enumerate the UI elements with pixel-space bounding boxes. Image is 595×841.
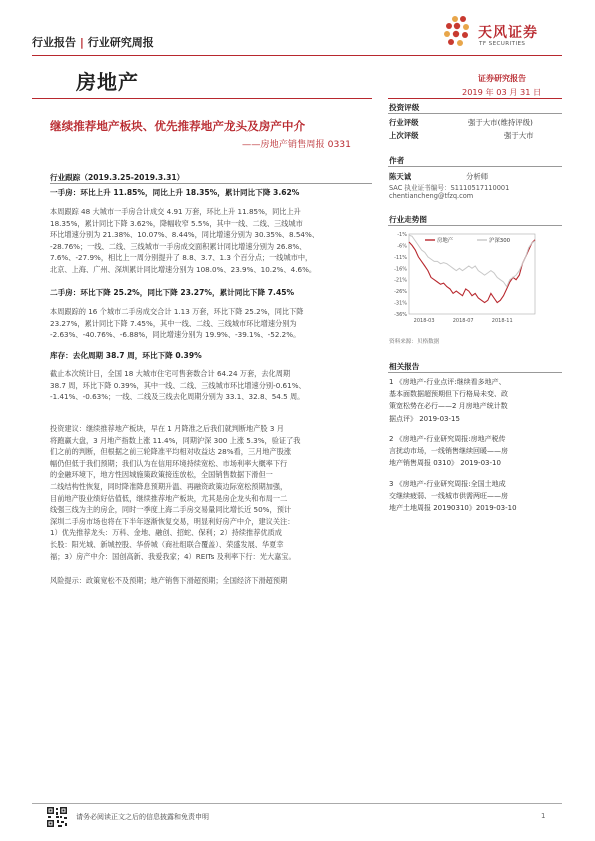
chart-frame <box>409 234 535 314</box>
footer-divider <box>32 803 562 804</box>
author-title: 作者 <box>389 156 405 165</box>
rating-title: 投资评级 <box>389 103 420 112</box>
footer-disclaimer: 请务必阅读正文之后的信息披露和免责申明 <box>76 813 209 821</box>
author-role: 分析师 <box>466 172 489 181</box>
related-report-1[interactable]: 1 《房地产-行业点评:继续看多地产、 基本面数据超预期但下行格局未变、政 策宽松势在必行——2 月房地产统计数 据点评》 2019-03-15 <box>389 378 508 423</box>
y-tick-label: -21% <box>394 277 407 284</box>
y-tick-label: -11% <box>394 254 407 261</box>
y-tick-label: -1% <box>397 232 407 238</box>
report-title: 继续推荐地产板块、优先推荐地产龙头及房产中介 <box>50 119 306 133</box>
author-email: chentiancheng@tfzq.com <box>389 192 474 200</box>
tracking-title: 行业跟踪（2019.3.25-2019.3.31） <box>50 173 185 182</box>
prev-rating-value: 强于大市 <box>504 131 534 140</box>
series-line-property <box>409 240 535 303</box>
report-subtitle: ——房地产销售周报 0331 <box>242 139 351 150</box>
logo-text-en: TF SECURITIES <box>479 41 526 47</box>
section-resale-heading: 二手房：环比下降 25.2%，同比下降 23.27%，累计同比下降 7.45% <box>50 288 295 297</box>
related-title: 相关报告 <box>389 362 420 371</box>
section-inventory-heading: 库存：去化周期 38.7 周，环比下降 0.39% <box>50 351 202 360</box>
industry-rating-value: 强于大市(维持评级) <box>468 118 533 127</box>
author-divider <box>388 166 562 167</box>
page-number: 1 <box>541 812 546 820</box>
author-name: 陈天诚 <box>389 172 412 181</box>
logo-icon <box>441 14 475 50</box>
report-date: 2019 年 03 月 31 日 <box>462 87 542 97</box>
y-tick-label: -31% <box>394 300 407 307</box>
header-category: 行业报告 | 行业研究周报 <box>32 36 154 49</box>
risk-warning-text: 风险提示：政策宽松不及预期；地产销售下滑超预期；全国经济下滑超预期 <box>50 576 288 585</box>
rating-divider <box>388 113 562 114</box>
section-new-homes-heading: 一手房：环比上升 11.85%，同比上升 18.35%，累计同比下降 3.62% <box>50 188 300 197</box>
qr-code-icon <box>46 806 68 828</box>
trend-source: 资料来源：贝格数据 <box>389 339 440 345</box>
y-tick-label: -6% <box>397 243 407 250</box>
date-underline <box>388 98 562 99</box>
logo-text-cn: 天风证券 <box>478 25 538 41</box>
header-divider <box>32 55 562 56</box>
sector-title: 房地产 <box>76 70 139 94</box>
y-tick-label: -36% <box>394 312 407 318</box>
y-tick-label: -16% <box>394 266 407 273</box>
related-report-2[interactable]: 2 《房地产-行业研究周报:房地产税传 言扰动市场，一线销售继续回暖——房 地产销售周报 0310》 2019-03-10 <box>389 435 508 468</box>
trend-divider <box>388 225 562 226</box>
y-tick-label: -26% <box>394 289 407 296</box>
sector-underline <box>32 98 372 99</box>
x-tick-label: 2018-03 <box>413 318 435 324</box>
legend-label: 房地产 <box>437 238 454 244</box>
x-tick-label: 2018-07 <box>452 318 474 324</box>
legend-label: 沪深300 <box>489 238 511 244</box>
trend-title: 行业走势图 <box>389 215 427 224</box>
trend-chart <box>389 230 539 330</box>
author-cert: SAC 执业证书编号：S1110517110001 <box>389 184 510 192</box>
prev-rating-label: 上次评级 <box>389 131 419 140</box>
tracking-divider <box>50 183 372 184</box>
section-inventory-text: 截止本次统计日，全国 18 大城市住宅可售套数合计 64.24 万套，去化周期 38.7 周，环比下降 0.39%，其中一线、二线、三线城市环比增速分别-0.61%、 -1.41%、-0.63%；一线、二线及三线去化周期分别为 33.1、32.8、54.5 周。 <box>50 369 306 402</box>
industry-rating-label: 行业评级 <box>389 118 419 127</box>
x-tick-label: 2018-11 <box>491 318 513 324</box>
related-divider <box>388 372 562 373</box>
section-resale-text: 本周跟踪的 16 个城市二手房成交合计 1.13 万套，环比下降 25.2%，同比下降 23.27%，累计同比下降 7.45%，其中一线、二线、三线城市环比增速分别为 -2.63%、-40.76%、-6.88%，同比增速分别为 19.9%、-39.1%、-52.2%。 <box>50 307 304 340</box>
section-new-homes-text: 本周跟踪 48 大城市一手房合计成交 4.91 万套，环比上升 11.85%，同比上升 18.35%，累计同比下降 3.62%，降幅收窄 5.5%，其中一线、二线、三线城市 环比增速分别为 21.38%、10.07%、8.44%，同比增速分别为 30.35%、8.54%、 -28.76%；一线、二线、三线城市一手房成交面积累计同比增速分别为 26.8%、 7.6%、-27.9%，相比上一周分别提升了 8.8、3.7、1.3 个百分点；一线城市中， 北京、上海、广州、深圳累计同比增速分别为 108.0%、23.9%、10.2%、4.6%。 <box>50 207 320 274</box>
report-type: 证券研究报告 <box>478 74 526 83</box>
related-report-3[interactable]: 3 《房地产-行业研究周报:全国土地成 交继续疲弱、一线城市供需两旺——房 地产土地周报 20190310》2019-03-10 <box>389 480 517 513</box>
investment-advice-text: 投资建议：继续推荐地产板块，早在 1 月降准之后我们就判断地产股 3 月 将跑赢大盘，3 月地产指数上涨 11.4%，同期沪深 300 上涨 5.3%，验证了我 们之前的判断，但根据之前三轮降准平均相对收益达 28%看，三月地产股涨 幅仍但低于我们预期；我们认为在信用环境持续宽松、市场利率大概率下行 的金融环境下，地方性因城施策政策接连放松，全国销售数据下滑但一 二线结构性恢复，同时降准降息预期升温、再融资政策边际宽松预期加强， 目前地产股业绩好估值低，继续推荐地产板块，尤其是房企龙头和布局一二 线强三线为主的房企，同时一季度上海二手房交易量同比增长近 50%，预计 深圳二手房市场也将在下半年逐渐恢复交易，明显利好房产中介，建议关注： 1）优先推荐龙头：万科、金地、融创、招蛇、保利；2）持续推荐优质成 长股：阳光城、新城控股、华侨城（商社组联合覆盖）、荣盛发展、华夏幸 福；3）房产中介：国创高新、我爱我家；4）REITs 及利率下行：光大嘉宝。 <box>50 424 301 561</box>
